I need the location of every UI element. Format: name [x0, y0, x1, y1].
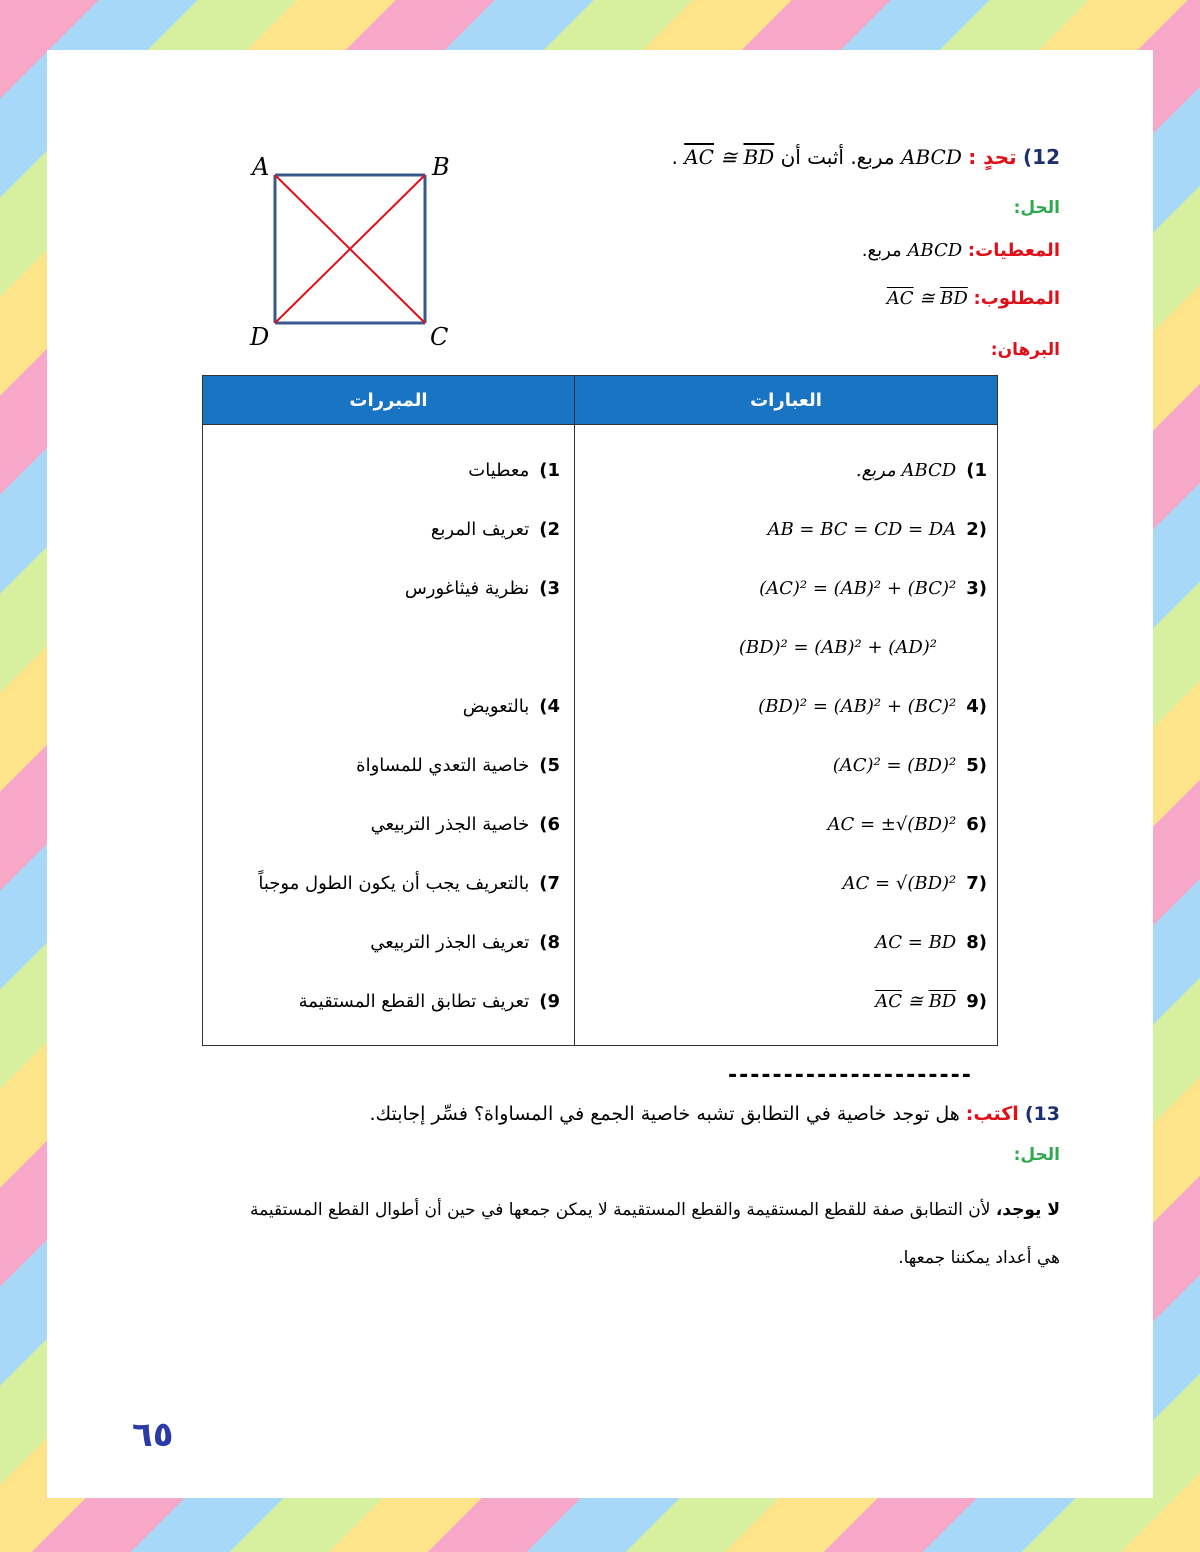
reason-text: معطيات — [468, 460, 530, 481]
required-statement — [887, 288, 968, 309]
shape-name: ABCD — [901, 145, 962, 169]
reason-number: 7) — [539, 873, 560, 894]
reason-row — [203, 500, 574, 559]
segment-ac: $\overline{AC}$ — [886, 288, 914, 309]
question-text: مربع. أثبت أن — [780, 145, 895, 169]
reason-number: 9) — [539, 991, 560, 1012]
square-diagram — [240, 145, 470, 355]
reason-text: خاصية الجذر التربيعي — [370, 814, 530, 835]
reason-row — [203, 736, 574, 795]
statement-row — [575, 677, 997, 736]
statement-text: AB = BC = CD = DA — [767, 519, 957, 540]
reason-text: تعريف المربع — [430, 519, 530, 540]
statements-column — [575, 425, 998, 1046]
statement-text: AC = √(BD)² — [842, 873, 957, 894]
reason-text: نظرية فيثاغورس — [404, 578, 530, 599]
reason-text: بالتعريف يجب أن يكون الطول موجباً — [258, 873, 530, 894]
statement-number: (9 — [966, 991, 987, 1012]
statement-number: (2 — [966, 519, 987, 540]
reason-row — [203, 441, 574, 500]
vertex-a-label: A — [252, 153, 270, 181]
vertex-b-label: B — [432, 153, 450, 181]
statement-row — [575, 854, 997, 913]
answer-13 — [135, 1186, 1060, 1282]
statement-row — [575, 618, 997, 677]
question-keyword: اكتب: — [965, 1103, 1019, 1125]
proof-label: البرهان: — [990, 340, 1060, 360]
statement-row — [575, 500, 997, 559]
reasons-column — [203, 425, 575, 1046]
reason-number: 5) — [539, 755, 560, 776]
separator: ---------------------- — [728, 1063, 973, 1088]
question-13 — [369, 1103, 1060, 1125]
statement-text: AC = ±√(BD)² — [827, 814, 957, 835]
statements-header: العبارات — [575, 376, 998, 425]
statement-row — [575, 913, 997, 972]
question-keyword: تحدٍ : — [968, 145, 1017, 169]
answer-bold: لا يوجد، — [995, 1200, 1060, 1220]
vertex-c-label: C — [430, 323, 449, 351]
proof-table — [202, 375, 998, 1046]
reason-text: بالتعويض — [462, 696, 530, 717]
answer-line-2: هي أعداد يمكننا جمعها. — [898, 1248, 1060, 1268]
answer-text-1: لأن التطابق صفة للقطع المستقيمة والقطع المستقيمة لا يمكن جمعها في حين أن أطوال القطع المستقيمة — [249, 1200, 991, 1220]
statement-number: (5 — [966, 755, 987, 776]
congruent-symbol: ≅ — [919, 288, 935, 309]
solution-label-13: الحل: — [1013, 1145, 1060, 1165]
statement-text: (BD)² = (AB)² + (AD)² — [738, 637, 937, 658]
question-text: هل توجد خاصية في التطابق تشبه خاصية الجمع في المساواة؟ فسِّر إجابتك. — [369, 1103, 960, 1125]
reason-number: 3) — [539, 578, 560, 599]
statement-number: (8 — [966, 932, 987, 953]
reason-number: 4) — [539, 696, 560, 717]
statement-text: $\overline{AC}$ ≅ $\overline{BD}$ — [875, 991, 957, 1012]
period: . — [671, 145, 678, 169]
congruent-symbol: ≅ — [720, 145, 738, 169]
reason-number: 1) — [539, 460, 560, 481]
statement-text: (BD)² = (AB)² + (BC)² — [758, 696, 957, 717]
required-line — [887, 288, 1060, 309]
reason-text: تعريف الجذر التربيعي — [370, 932, 530, 953]
reason-row — [203, 913, 574, 972]
reason-row — [203, 618, 574, 677]
statement-row — [575, 441, 997, 500]
statement-number: (7 — [966, 873, 987, 894]
congruence-statement — [684, 145, 774, 169]
given-label: المعطيات: — [967, 240, 1060, 261]
statement-row — [575, 559, 997, 618]
reason-number: 2) — [539, 519, 560, 540]
statement-text: (AC)² = (AB)² + (BC)² — [759, 578, 957, 599]
reason-number: 6) — [539, 814, 560, 835]
solution-label: الحل: — [1013, 198, 1060, 218]
statement-number: 1) — [966, 460, 987, 481]
segment-ac: $\overline{AC}$ — [684, 145, 714, 169]
question-number: 13) — [1024, 1103, 1060, 1125]
vertex-d-label: D — [250, 323, 270, 351]
statement-text: (AC)² = (BD)² — [832, 755, 957, 776]
statement-row — [575, 736, 997, 795]
segment-bd: $\overline{BD}$ — [743, 145, 775, 169]
reason-number: 8) — [539, 932, 560, 953]
question-number: 12) — [1023, 145, 1060, 169]
statement-row — [575, 795, 997, 854]
reason-row — [203, 972, 574, 1031]
reasons-header: المبررات — [203, 376, 575, 425]
answer-line-1 — [135, 1186, 1060, 1234]
reason-row — [203, 854, 574, 913]
question-12 — [672, 145, 1060, 169]
statement-text: AC = BD — [875, 932, 957, 953]
reason-text: تعريف تطابق القطع المستقيمة — [298, 991, 530, 1012]
segment-bd: $\overline{BD}$ — [940, 288, 968, 309]
statement-number: (6 — [966, 814, 987, 835]
given-shape: ABCD — [907, 240, 963, 261]
statement-text: ABCD مربع. — [855, 460, 957, 481]
required-label: المطلوب: — [973, 288, 1060, 309]
reason-row — [203, 677, 574, 736]
reason-row — [203, 795, 574, 854]
statement-number: (3 — [966, 578, 987, 599]
statement-number: (4 — [966, 696, 987, 717]
reason-text: خاصية التعدي للمساواة — [356, 755, 530, 776]
given-line — [862, 240, 1060, 261]
reason-row — [203, 559, 574, 618]
page-number: ٦٥ — [132, 1415, 174, 1455]
given-text: مربع. — [861, 240, 902, 261]
statement-row — [575, 972, 997, 1031]
